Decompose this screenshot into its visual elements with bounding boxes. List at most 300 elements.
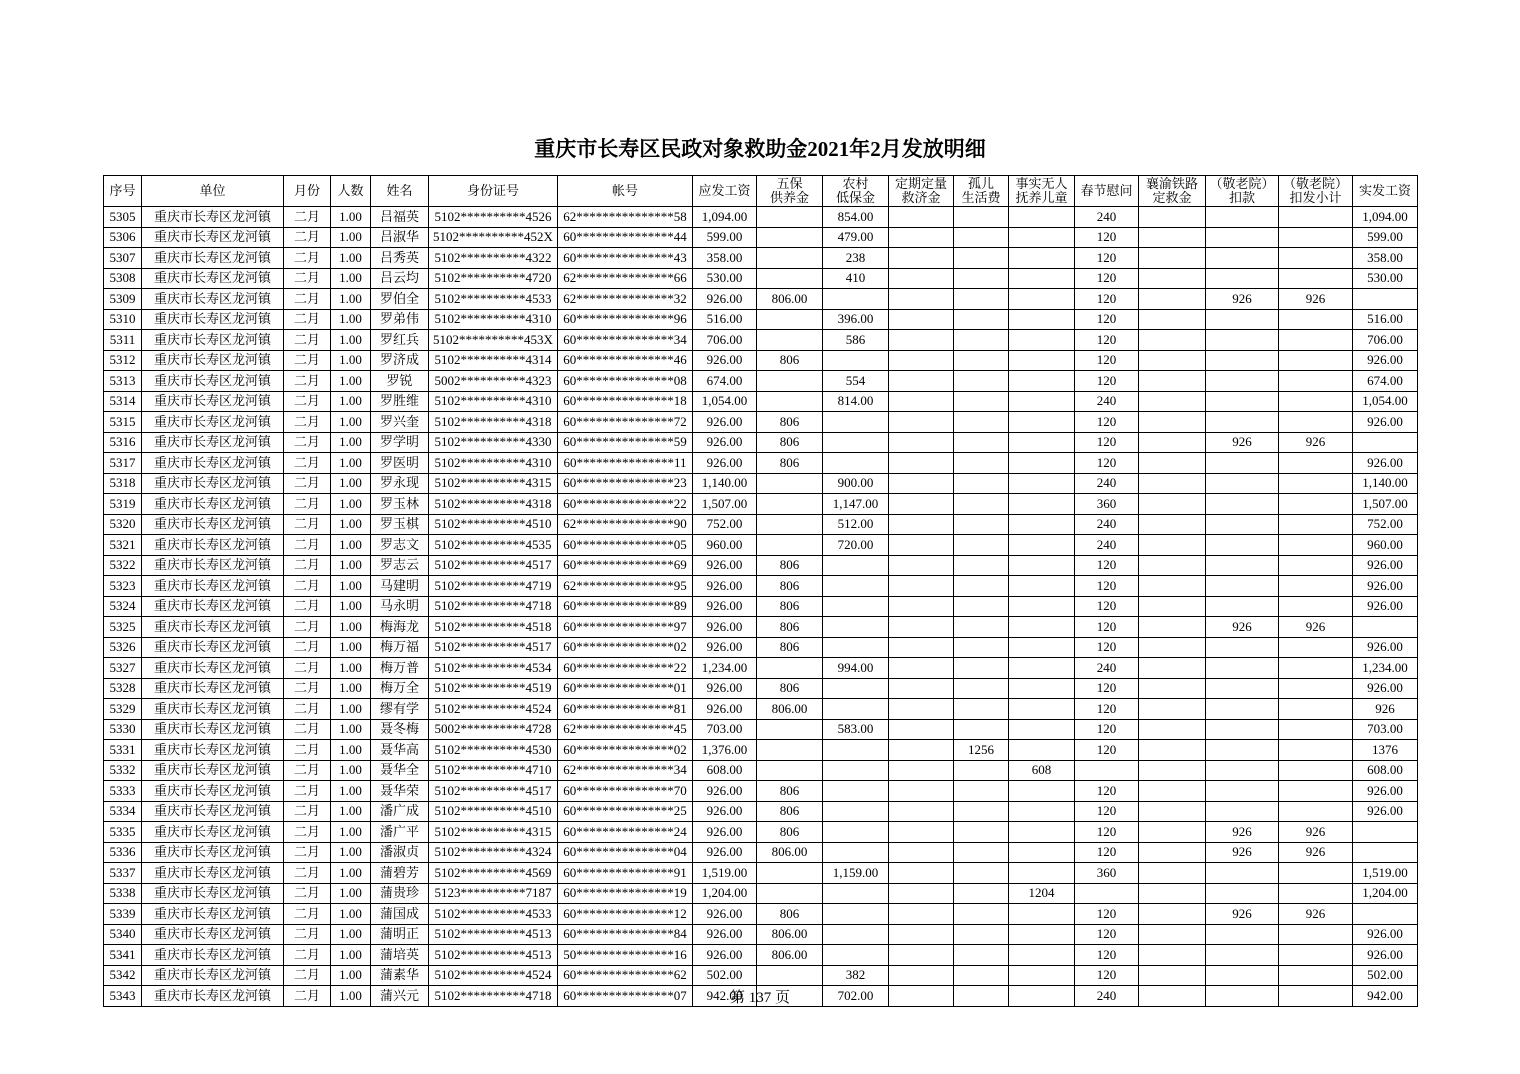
cell-xiangyu-railway-relief xyxy=(1139,453,1206,474)
cell-wubao-support xyxy=(757,391,823,412)
cell-rural-dibao: 586 xyxy=(823,330,889,351)
cell-regular-relief xyxy=(889,924,954,945)
cell-unsupported-child xyxy=(1009,227,1075,248)
cell-unit: 重庆市长寿区龙河镇 xyxy=(142,658,284,679)
cell-gross-pay: 926.00 xyxy=(693,350,757,371)
cell-index: 5331 xyxy=(104,740,142,761)
cell-id-number: 5102**********4533 xyxy=(429,904,558,925)
cell-nursing-home-deduction-subtotal: 926 xyxy=(1279,822,1353,843)
cell-nursing-home-deduction-subtotal: 926 xyxy=(1279,617,1353,638)
cell-unit: 重庆市长寿区龙河镇 xyxy=(142,781,284,802)
cell-unsupported-child xyxy=(1009,965,1075,986)
cell-nursing-home-deduction-subtotal xyxy=(1279,596,1353,617)
cell-net-pay: 960.00 xyxy=(1353,535,1418,556)
cell-net-pay: 599.00 xyxy=(1353,227,1418,248)
cell-wubao-support xyxy=(757,309,823,330)
header-nursing-home-deduction xyxy=(1206,176,1279,207)
cell-rural-dibao: 702.00 xyxy=(823,986,889,1007)
cell-id-number: 5102**********4569 xyxy=(429,863,558,884)
cell-person-count: 1.00 xyxy=(331,945,371,966)
cell-name: 罗玉棋 xyxy=(371,514,429,535)
cell-unsupported-child xyxy=(1009,781,1075,802)
cell-net-pay: 926.00 xyxy=(1353,596,1418,617)
cell-xiangyu-railway-relief xyxy=(1139,371,1206,392)
table-row xyxy=(104,350,1418,371)
cell-unit: 重庆市长寿区龙河镇 xyxy=(142,289,284,310)
cell-month: 二月 xyxy=(284,781,331,802)
cell-orphan-allowance xyxy=(954,842,1009,863)
cell-nursing-home-deduction-subtotal xyxy=(1279,678,1353,699)
cell-person-count: 1.00 xyxy=(331,924,371,945)
cell-name: 蒲素华 xyxy=(371,965,429,986)
cell-name: 蒲兴元 xyxy=(371,986,429,1007)
cell-month: 二月 xyxy=(284,391,331,412)
cell-person-count: 1.00 xyxy=(331,965,371,986)
cell-net-pay: 926.00 xyxy=(1353,637,1418,658)
cell-person-count: 1.00 xyxy=(331,309,371,330)
cell-rural-dibao: 512.00 xyxy=(823,514,889,535)
cell-regular-relief xyxy=(889,904,954,925)
cell-gross-pay: 942.00 xyxy=(693,986,757,1007)
cell-net-pay: 1,507.00 xyxy=(1353,494,1418,515)
cell-month: 二月 xyxy=(284,637,331,658)
cell-nursing-home-deduction-subtotal xyxy=(1279,514,1353,535)
cell-person-count: 1.00 xyxy=(331,432,371,453)
cell-spring-festival: 120 xyxy=(1075,350,1139,371)
cell-orphan-allowance xyxy=(954,863,1009,884)
cell-wubao-support: 806 xyxy=(757,637,823,658)
header-rural-dibao xyxy=(823,176,889,207)
cell-gross-pay: 1,234.00 xyxy=(693,658,757,679)
cell-net-pay: 1376 xyxy=(1353,740,1418,761)
cell-unit: 重庆市长寿区龙河镇 xyxy=(142,248,284,269)
cell-person-count: 1.00 xyxy=(331,801,371,822)
cell-orphan-allowance xyxy=(954,391,1009,412)
cell-nursing-home-deduction-subtotal xyxy=(1279,309,1353,330)
cell-orphan-allowance xyxy=(954,432,1009,453)
cell-orphan-allowance xyxy=(954,330,1009,351)
cell-person-count: 1.00 xyxy=(331,371,371,392)
cell-index: 5328 xyxy=(104,678,142,699)
cell-rural-dibao xyxy=(823,453,889,474)
cell-id-number: 5102**********4517 xyxy=(429,637,558,658)
cell-regular-relief xyxy=(889,678,954,699)
cell-unsupported-child xyxy=(1009,904,1075,925)
cell-gross-pay: 1,094.00 xyxy=(693,207,757,228)
cell-gross-pay: 358.00 xyxy=(693,248,757,269)
cell-unsupported-child xyxy=(1009,514,1075,535)
cell-name: 梅海龙 xyxy=(371,617,429,638)
cell-wubao-support: 806.00 xyxy=(757,924,823,945)
cell-month: 二月 xyxy=(284,576,331,597)
cell-index: 5333 xyxy=(104,781,142,802)
cell-unit: 重庆市长寿区龙河镇 xyxy=(142,945,284,966)
cell-month: 二月 xyxy=(284,350,331,371)
cell-nursing-home-deduction-subtotal xyxy=(1279,781,1353,802)
cell-id-number: 5102**********4533 xyxy=(429,289,558,310)
header-month xyxy=(284,176,331,207)
cell-unsupported-child xyxy=(1009,863,1075,884)
header-label: 定救金 xyxy=(1152,190,1192,205)
cell-regular-relief xyxy=(889,391,954,412)
cell-month: 二月 xyxy=(284,535,331,556)
cell-nursing-home-deduction-subtotal xyxy=(1279,535,1353,556)
cell-wubao-support: 806 xyxy=(757,412,823,433)
cell-index: 5342 xyxy=(104,965,142,986)
cell-month: 二月 xyxy=(284,904,331,925)
cell-rural-dibao xyxy=(823,760,889,781)
cell-wubao-support xyxy=(757,268,823,289)
cell-person-count: 1.00 xyxy=(331,494,371,515)
cell-index: 5332 xyxy=(104,760,142,781)
cell-month: 二月 xyxy=(284,248,331,269)
cell-nursing-home-deduction xyxy=(1206,330,1279,351)
cell-xiangyu-railway-relief xyxy=(1139,801,1206,822)
cell-id-number: 5102**********4526 xyxy=(429,207,558,228)
header-wubao-support xyxy=(757,176,823,207)
cell-unit: 重庆市长寿区龙河镇 xyxy=(142,535,284,556)
cell-wubao-support: 806 xyxy=(757,781,823,802)
header-name xyxy=(371,176,429,207)
header-regular-relief xyxy=(889,176,954,207)
cell-index: 5319 xyxy=(104,494,142,515)
cell-xiangyu-railway-relief xyxy=(1139,760,1206,781)
cell-unsupported-child xyxy=(1009,842,1075,863)
cell-orphan-allowance xyxy=(954,453,1009,474)
cell-spring-festival xyxy=(1075,760,1139,781)
cell-xiangyu-railway-relief xyxy=(1139,719,1206,740)
cell-nursing-home-deduction xyxy=(1206,637,1279,658)
header-label: 供养金 xyxy=(769,190,809,205)
cell-account: 60***************69 xyxy=(558,555,693,576)
cell-wubao-support: 806 xyxy=(757,904,823,925)
cell-id-number: 5102**********4513 xyxy=(429,945,558,966)
cell-wubao-support: 806 xyxy=(757,555,823,576)
header-net-pay xyxy=(1353,176,1418,207)
table-row xyxy=(104,924,1418,945)
cell-person-count: 1.00 xyxy=(331,678,371,699)
cell-wubao-support xyxy=(757,535,823,556)
cell-unit: 重庆市长寿区龙河镇 xyxy=(142,514,284,535)
cell-account: 60***************62 xyxy=(558,965,693,986)
cell-person-count: 1.00 xyxy=(331,883,371,904)
cell-net-pay: 926.00 xyxy=(1353,945,1418,966)
cell-person-count: 1.00 xyxy=(331,699,371,720)
cell-rural-dibao xyxy=(823,883,889,904)
cell-spring-festival xyxy=(1075,883,1139,904)
table-row xyxy=(104,309,1418,330)
cell-gross-pay: 926.00 xyxy=(693,822,757,843)
cell-rural-dibao xyxy=(823,596,889,617)
cell-person-count: 1.00 xyxy=(331,658,371,679)
cell-regular-relief xyxy=(889,207,954,228)
cell-index: 5325 xyxy=(104,617,142,638)
table-row xyxy=(104,268,1418,289)
cell-account: 60***************44 xyxy=(558,227,693,248)
table-row xyxy=(104,719,1418,740)
cell-name: 罗济成 xyxy=(371,350,429,371)
cell-unit: 重庆市长寿区龙河镇 xyxy=(142,432,284,453)
cell-month: 二月 xyxy=(284,309,331,330)
cell-id-number: 5102**********4513 xyxy=(429,924,558,945)
cell-index: 5340 xyxy=(104,924,142,945)
cell-person-count: 1.00 xyxy=(331,207,371,228)
cell-id-number: 5102**********4315 xyxy=(429,473,558,494)
cell-regular-relief xyxy=(889,350,954,371)
cell-gross-pay: 926.00 xyxy=(693,637,757,658)
cell-rural-dibao xyxy=(823,699,889,720)
cell-nursing-home-deduction-subtotal xyxy=(1279,248,1353,269)
cell-orphan-allowance xyxy=(954,371,1009,392)
cell-spring-festival: 360 xyxy=(1075,494,1139,515)
cell-net-pay: 926.00 xyxy=(1353,453,1418,474)
cell-index: 5310 xyxy=(104,309,142,330)
cell-index: 5322 xyxy=(104,555,142,576)
cell-rural-dibao: 1,159.00 xyxy=(823,863,889,884)
cell-unit: 重庆市长寿区龙河镇 xyxy=(142,207,284,228)
header-nursing-home-deduction-subtotal xyxy=(1279,176,1353,207)
cell-rural-dibao xyxy=(823,904,889,925)
cell-unit: 重庆市长寿区龙河镇 xyxy=(142,986,284,1007)
cell-nursing-home-deduction xyxy=(1206,760,1279,781)
cell-gross-pay: 1,054.00 xyxy=(693,391,757,412)
table-row xyxy=(104,227,1418,248)
cell-orphan-allowance xyxy=(954,965,1009,986)
cell-xiangyu-railway-relief xyxy=(1139,617,1206,638)
cell-regular-relief xyxy=(889,699,954,720)
cell-rural-dibao xyxy=(823,842,889,863)
cell-spring-festival: 120 xyxy=(1075,576,1139,597)
cell-id-number: 5102**********4318 xyxy=(429,412,558,433)
cell-net-pay xyxy=(1353,904,1418,925)
cell-rural-dibao: 854.00 xyxy=(823,207,889,228)
cell-wubao-support xyxy=(757,863,823,884)
cell-spring-festival: 120 xyxy=(1075,617,1139,638)
cell-gross-pay: 1,140.00 xyxy=(693,473,757,494)
cell-account: 62***************90 xyxy=(558,514,693,535)
cell-wubao-support: 806 xyxy=(757,576,823,597)
cell-month: 二月 xyxy=(284,883,331,904)
cell-wubao-support: 806 xyxy=(757,822,823,843)
cell-regular-relief xyxy=(889,842,954,863)
cell-unit: 重庆市长寿区龙河镇 xyxy=(142,350,284,371)
cell-name: 罗玉林 xyxy=(371,494,429,515)
cell-unsupported-child xyxy=(1009,678,1075,699)
table-row xyxy=(104,453,1418,474)
cell-person-count: 1.00 xyxy=(331,781,371,802)
cell-name: 罗永现 xyxy=(371,473,429,494)
cell-orphan-allowance xyxy=(954,289,1009,310)
cell-unit: 重庆市长寿区龙河镇 xyxy=(142,842,284,863)
cell-account: 60***************22 xyxy=(558,658,693,679)
cell-rural-dibao: 1,147.00 xyxy=(823,494,889,515)
cell-name: 罗弟伟 xyxy=(371,309,429,330)
cell-orphan-allowance xyxy=(954,207,1009,228)
cell-account: 60***************81 xyxy=(558,699,693,720)
cell-net-pay: 530.00 xyxy=(1353,268,1418,289)
cell-account: 60***************84 xyxy=(558,924,693,945)
cell-orphan-allowance xyxy=(954,309,1009,330)
table-row xyxy=(104,740,1418,761)
cell-nursing-home-deduction-subtotal xyxy=(1279,965,1353,986)
cell-account: 60***************01 xyxy=(558,678,693,699)
cell-nursing-home-deduction: 926 xyxy=(1206,904,1279,925)
cell-nursing-home-deduction: 926 xyxy=(1206,617,1279,638)
cell-person-count: 1.00 xyxy=(331,391,371,412)
cell-id-number: 5102**********4510 xyxy=(429,801,558,822)
cell-name: 吕云均 xyxy=(371,268,429,289)
cell-name: 罗胜维 xyxy=(371,391,429,412)
cell-unsupported-child xyxy=(1009,248,1075,269)
cell-account: 60***************07 xyxy=(558,986,693,1007)
cell-regular-relief xyxy=(889,965,954,986)
cell-xiangyu-railway-relief xyxy=(1139,330,1206,351)
cell-unit: 重庆市长寿区龙河镇 xyxy=(142,391,284,412)
cell-spring-festival: 240 xyxy=(1075,658,1139,679)
cell-spring-festival: 120 xyxy=(1075,227,1139,248)
cell-account: 62***************32 xyxy=(558,289,693,310)
cell-regular-relief xyxy=(889,535,954,556)
cell-account: 60***************05 xyxy=(558,535,693,556)
cell-account: 60***************19 xyxy=(558,883,693,904)
cell-wubao-support xyxy=(757,494,823,515)
cell-name: 罗锐 xyxy=(371,371,429,392)
cell-wubao-support xyxy=(757,965,823,986)
cell-regular-relief xyxy=(889,432,954,453)
cell-gross-pay: 926.00 xyxy=(693,617,757,638)
cell-net-pay: 1,204.00 xyxy=(1353,883,1418,904)
cell-rural-dibao xyxy=(823,822,889,843)
cell-nursing-home-deduction-subtotal xyxy=(1279,268,1353,289)
cell-wubao-support: 806 xyxy=(757,432,823,453)
cell-unit: 重庆市长寿区龙河镇 xyxy=(142,904,284,925)
cell-nursing-home-deduction-subtotal xyxy=(1279,883,1353,904)
table-row xyxy=(104,207,1418,228)
cell-unit: 重庆市长寿区龙河镇 xyxy=(142,863,284,884)
cell-xiangyu-railway-relief xyxy=(1139,432,1206,453)
relief-payment-table xyxy=(103,175,1418,1007)
cell-spring-festival: 120 xyxy=(1075,945,1139,966)
cell-orphan-allowance xyxy=(954,719,1009,740)
cell-month: 二月 xyxy=(284,617,331,638)
cell-unit: 重庆市长寿区龙河镇 xyxy=(142,268,284,289)
cell-orphan-allowance xyxy=(954,883,1009,904)
cell-nursing-home-deduction xyxy=(1206,965,1279,986)
cell-id-number: 5102**********4535 xyxy=(429,535,558,556)
cell-id-number: 5002**********4323 xyxy=(429,371,558,392)
cell-person-count: 1.00 xyxy=(331,514,371,535)
cell-index: 5336 xyxy=(104,842,142,863)
cell-wubao-support xyxy=(757,227,823,248)
cell-unit: 重庆市长寿区龙河镇 xyxy=(142,617,284,638)
cell-nursing-home-deduction xyxy=(1206,514,1279,535)
cell-rural-dibao: 554 xyxy=(823,371,889,392)
cell-month: 二月 xyxy=(284,473,331,494)
cell-nursing-home-deduction: 926 xyxy=(1206,822,1279,843)
cell-index: 5311 xyxy=(104,330,142,351)
cell-unsupported-child xyxy=(1009,699,1075,720)
cell-regular-relief xyxy=(889,801,954,822)
header-spring-festival xyxy=(1075,176,1139,207)
cell-wubao-support: 806 xyxy=(757,453,823,474)
cell-index: 5343 xyxy=(104,986,142,1007)
cell-month: 二月 xyxy=(284,965,331,986)
cell-orphan-allowance xyxy=(954,924,1009,945)
cell-gross-pay: 1,507.00 xyxy=(693,494,757,515)
cell-spring-festival: 120 xyxy=(1075,801,1139,822)
cell-spring-festival: 120 xyxy=(1075,289,1139,310)
cell-xiangyu-railway-relief xyxy=(1139,842,1206,863)
cell-nursing-home-deduction-subtotal xyxy=(1279,699,1353,720)
cell-index: 5315 xyxy=(104,412,142,433)
table-row xyxy=(104,494,1418,515)
table-row xyxy=(104,781,1418,802)
cell-xiangyu-railway-relief xyxy=(1139,924,1206,945)
cell-spring-festival: 120 xyxy=(1075,596,1139,617)
cell-nursing-home-deduction xyxy=(1206,658,1279,679)
cell-net-pay xyxy=(1353,432,1418,453)
cell-rural-dibao xyxy=(823,432,889,453)
cell-nursing-home-deduction xyxy=(1206,924,1279,945)
cell-gross-pay: 674.00 xyxy=(693,371,757,392)
cell-account: 60***************43 xyxy=(558,248,693,269)
cell-xiangyu-railway-relief xyxy=(1139,555,1206,576)
cell-wubao-support: 806.00 xyxy=(757,842,823,863)
table-row xyxy=(104,555,1418,576)
cell-spring-festival: 120 xyxy=(1075,965,1139,986)
cell-account: 62***************34 xyxy=(558,760,693,781)
cell-index: 5308 xyxy=(104,268,142,289)
cell-unsupported-child xyxy=(1009,801,1075,822)
cell-account: 60***************34 xyxy=(558,330,693,351)
cell-rural-dibao xyxy=(823,555,889,576)
cell-xiangyu-railway-relief xyxy=(1139,289,1206,310)
header-label: 救济金 xyxy=(901,190,941,205)
cell-rural-dibao: 479.00 xyxy=(823,227,889,248)
cell-account: 60***************72 xyxy=(558,412,693,433)
cell-account: 60***************02 xyxy=(558,740,693,761)
header-account xyxy=(558,176,693,207)
cell-index: 5321 xyxy=(104,535,142,556)
cell-unit: 重庆市长寿区龙河镇 xyxy=(142,555,284,576)
cell-spring-festival: 120 xyxy=(1075,699,1139,720)
cell-month: 二月 xyxy=(284,658,331,679)
cell-unit: 重庆市长寿区龙河镇 xyxy=(142,822,284,843)
cell-id-number: 5102**********4510 xyxy=(429,514,558,535)
cell-person-count: 1.00 xyxy=(331,350,371,371)
table-row xyxy=(104,904,1418,925)
cell-nursing-home-deduction-subtotal xyxy=(1279,350,1353,371)
cell-month: 二月 xyxy=(284,596,331,617)
cell-account: 60***************22 xyxy=(558,494,693,515)
cell-wubao-support: 806.00 xyxy=(757,699,823,720)
cell-wubao-support: 806.00 xyxy=(757,289,823,310)
cell-unit: 重庆市长寿区龙河镇 xyxy=(142,412,284,433)
header-label: 实发工资 xyxy=(1358,183,1411,198)
cell-person-count: 1.00 xyxy=(331,617,371,638)
cell-unsupported-child xyxy=(1009,719,1075,740)
cell-gross-pay: 706.00 xyxy=(693,330,757,351)
cell-month: 二月 xyxy=(284,760,331,781)
cell-net-pay xyxy=(1353,289,1418,310)
cell-rural-dibao: 583.00 xyxy=(823,719,889,740)
table-row xyxy=(104,576,1418,597)
cell-rural-dibao xyxy=(823,617,889,638)
cell-gross-pay: 926.00 xyxy=(693,945,757,966)
cell-xiangyu-railway-relief xyxy=(1139,412,1206,433)
header-label: 扣发小计 xyxy=(1289,190,1342,205)
cell-wubao-support xyxy=(757,207,823,228)
